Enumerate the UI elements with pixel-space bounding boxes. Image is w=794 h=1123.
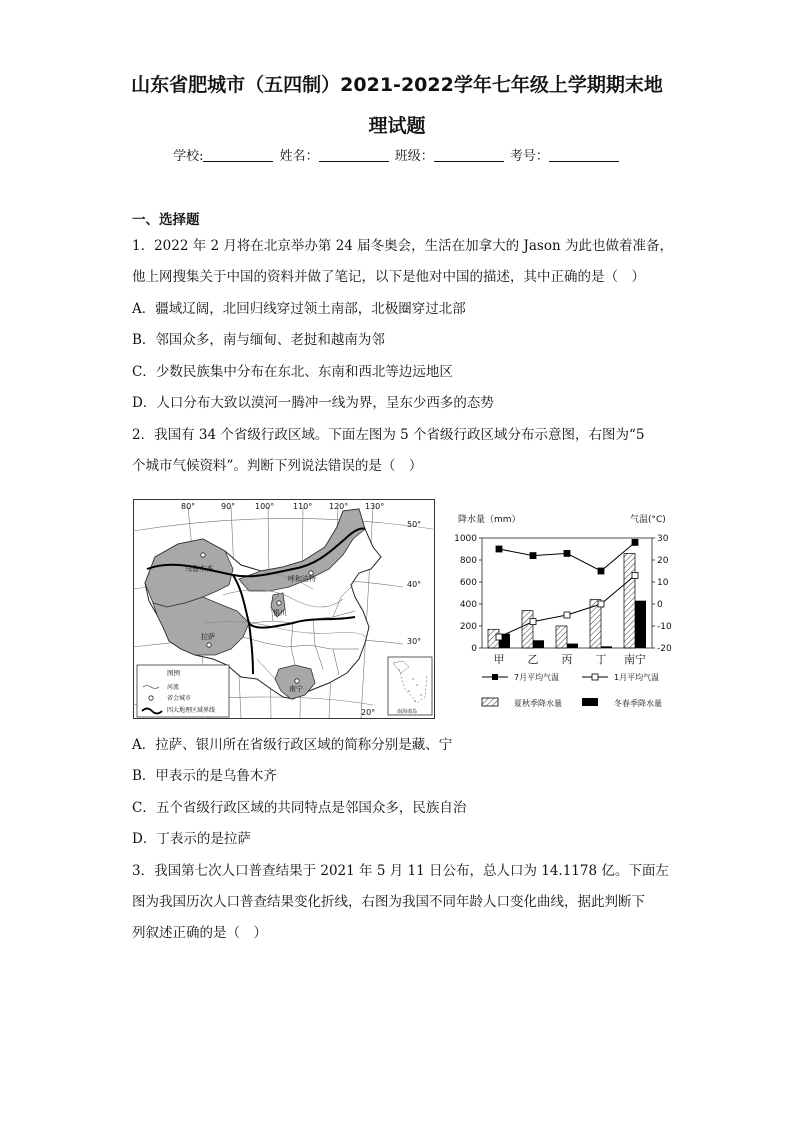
point-january-temp: [598, 601, 604, 607]
city-marker-lhasa: [207, 643, 211, 647]
name-blank: [319, 147, 389, 162]
school-label: 学校:: [173, 149, 204, 164]
class-blank: [434, 147, 504, 162]
point-january-temp: [530, 619, 536, 625]
q3-stem-line3: 列叙述正确的是（ ）: [132, 925, 267, 941]
legend-january-marker: [592, 674, 598, 680]
legend-january-label: 1月平均气温: [614, 673, 660, 682]
q2-option-a: A．拉萨、银川所在省级行政区域的简称分别是藏、宁: [132, 737, 453, 753]
student-info-row: [0, 145, 794, 164]
climate-chart: [452, 508, 692, 718]
legend-winter-spring-label: 冬春季降水量: [614, 699, 662, 708]
x-tick-label: 乙: [527, 653, 539, 666]
city-label-lhasa: 拉萨: [201, 633, 215, 641]
school-blank: [203, 147, 273, 162]
q1-option-d: D．人口分布大致以漠河一腾冲一线为界，呈东少西多的态势: [132, 395, 494, 411]
y-left-ticks: [454, 534, 482, 654]
x-tick-label: 甲: [493, 653, 505, 666]
legend-winter-spring-swatch: [582, 698, 598, 706]
city-marker-urumqi: [201, 553, 205, 557]
q2-option-b: B．甲表示的是乌鲁木齐: [132, 768, 277, 784]
bar-summer-autumn: [556, 626, 567, 648]
lon-label-90: 90°: [221, 502, 236, 511]
exam-title-line1: 山东省肥城市（五四制）2021-2022学年七年级上学期期末地: [131, 74, 663, 96]
y-left-tick-label: 200: [459, 622, 477, 632]
city-label-urumqi: 乌鲁木齐: [185, 565, 213, 573]
y-left-tick-label: 1000: [454, 534, 477, 544]
q2-stem-line2: 个城市气候资料”。判断下列说法错误的是（ ）: [132, 458, 423, 474]
y-left-axis-label: 降水量（mm）: [458, 515, 521, 525]
city-marker-yinchuan: [277, 601, 281, 605]
lat-label-40: 40°: [407, 580, 422, 589]
lon-label-80: 80°: [181, 502, 196, 511]
point-january-temp: [564, 612, 570, 618]
section-title: 一、选择题: [132, 212, 200, 228]
y-left-tick-label: 800: [459, 556, 477, 566]
class-label: 班级：: [394, 149, 434, 164]
point-july-temp: [598, 568, 604, 574]
q2-option-d: D．丁表示的是拉萨: [132, 831, 251, 847]
y-left-tick-label: 400: [459, 600, 477, 610]
q1-option-c: C．少数民族集中分布在东北、东南和西北等边远地区: [132, 364, 453, 380]
x-tick-label: 丙: [561, 653, 573, 666]
lon-label-130: 130°: [365, 502, 385, 511]
legend-city-label: 省会城市: [167, 695, 192, 702]
point-july-temp: [496, 546, 502, 552]
legend-city-symbol: [149, 696, 153, 700]
y-left-tick-label: 0: [471, 644, 477, 654]
city-label-nanning: 南宁: [289, 685, 303, 693]
lon-label-120: 120°: [329, 502, 349, 511]
bar-winter-spring: [533, 640, 544, 648]
point-january-temp: [496, 634, 502, 640]
number-label: 考号：: [509, 149, 549, 164]
q1-option-b: B．邻国众多，南与缅甸、老挝和越南为邻: [132, 332, 385, 348]
y-right-tick-label: 20: [657, 556, 669, 566]
y-right-tick-label: -20: [657, 644, 672, 654]
q2-option-c: C．五个省级行政区域的共同特点是邻国众多，民族自治: [132, 800, 467, 816]
bar-summer-autumn: [522, 611, 533, 648]
lat-label-30: 30°: [407, 637, 422, 646]
legend-title: 图例: [167, 669, 180, 677]
y-right-tick-label: -10: [657, 622, 672, 632]
legend-boundary-label: 四大地理区域界线: [167, 707, 216, 714]
q3-stem-line1: 3．我国第七次人口普查结果于 2021 年 5 月 11 日公布，总人口为 14.1178 亿。下面左: [132, 863, 669, 879]
bar-winter-spring: [635, 601, 646, 648]
point-january-temp: [632, 572, 638, 578]
point-july-temp: [530, 553, 536, 559]
legend-river-label: 河流: [167, 684, 180, 691]
map-legend: [137, 665, 229, 717]
x-tick-label: 丁: [595, 653, 607, 666]
q1-stem-line2: 他上网搜集关于中国的资料并做了笔记，以下是他对中国的描述，其中正确的是（ ）: [132, 269, 645, 285]
bar-winter-spring: [567, 644, 578, 648]
lon-label-100: 100°: [255, 502, 275, 511]
y-right-tick-label: 10: [657, 578, 669, 588]
y-right-axis-label: 气温(°C): [630, 515, 666, 525]
exam-title-line2: 理试题: [368, 115, 426, 137]
chart-legend: [482, 672, 662, 708]
legend-july-label: 7月平均气温: [514, 673, 560, 682]
bar-winter-spring: [601, 646, 612, 648]
city-label-hohhot: 呼和浩特: [288, 575, 316, 583]
q1-option-a: A．疆域辽阔，北回归线穿过领土南部，北极圈穿过北部: [132, 301, 466, 317]
q1-stem-line1: 1．2022 年 2 月将在北京举办第 24 届冬奥会，生活在加拿大的 Jason 为此也做着准备，: [132, 238, 673, 254]
lat-label-50: 50°: [407, 520, 422, 529]
legend-july-marker: [492, 674, 498, 680]
y-right-tick-label: 0: [657, 600, 663, 610]
south-china-sea-inset: [388, 657, 432, 715]
y-left-tick-label: 600: [459, 578, 477, 588]
legend-summer-autumn-label: 夏秋季降水量: [514, 699, 562, 708]
province-map: [133, 499, 435, 719]
city-marker-nanning: [295, 679, 299, 683]
q2-stem-line1: 2．我国有 34 个省级行政区域。下面左图为 5 个省级行政区域分布示意图，右图为“5: [132, 427, 645, 443]
number-blank: [549, 147, 619, 162]
lon-label-110: 110°: [293, 502, 313, 511]
y-right-tick-label: 30: [657, 534, 669, 544]
x-axis-labels: [494, 653, 647, 666]
x-tick-label: 南宁: [624, 653, 646, 666]
point-july-temp: [564, 550, 570, 556]
city-label-yinchuan: 银川: [273, 609, 287, 617]
q3-stem-line2: 图为我国历次人口普查结果变化折线，右图为我国不同年龄人口变化曲线，据此判断下: [132, 894, 645, 910]
inset-label: 南海诸岛: [397, 709, 418, 715]
lat-label-20: 20°: [361, 708, 376, 717]
name-label: 姓名：: [279, 149, 319, 164]
point-july-temp: [632, 539, 638, 545]
legend-summer-autumn-swatch: [482, 698, 498, 706]
bar-summer-autumn: [624, 553, 635, 648]
y-right-ticks: [652, 534, 672, 654]
